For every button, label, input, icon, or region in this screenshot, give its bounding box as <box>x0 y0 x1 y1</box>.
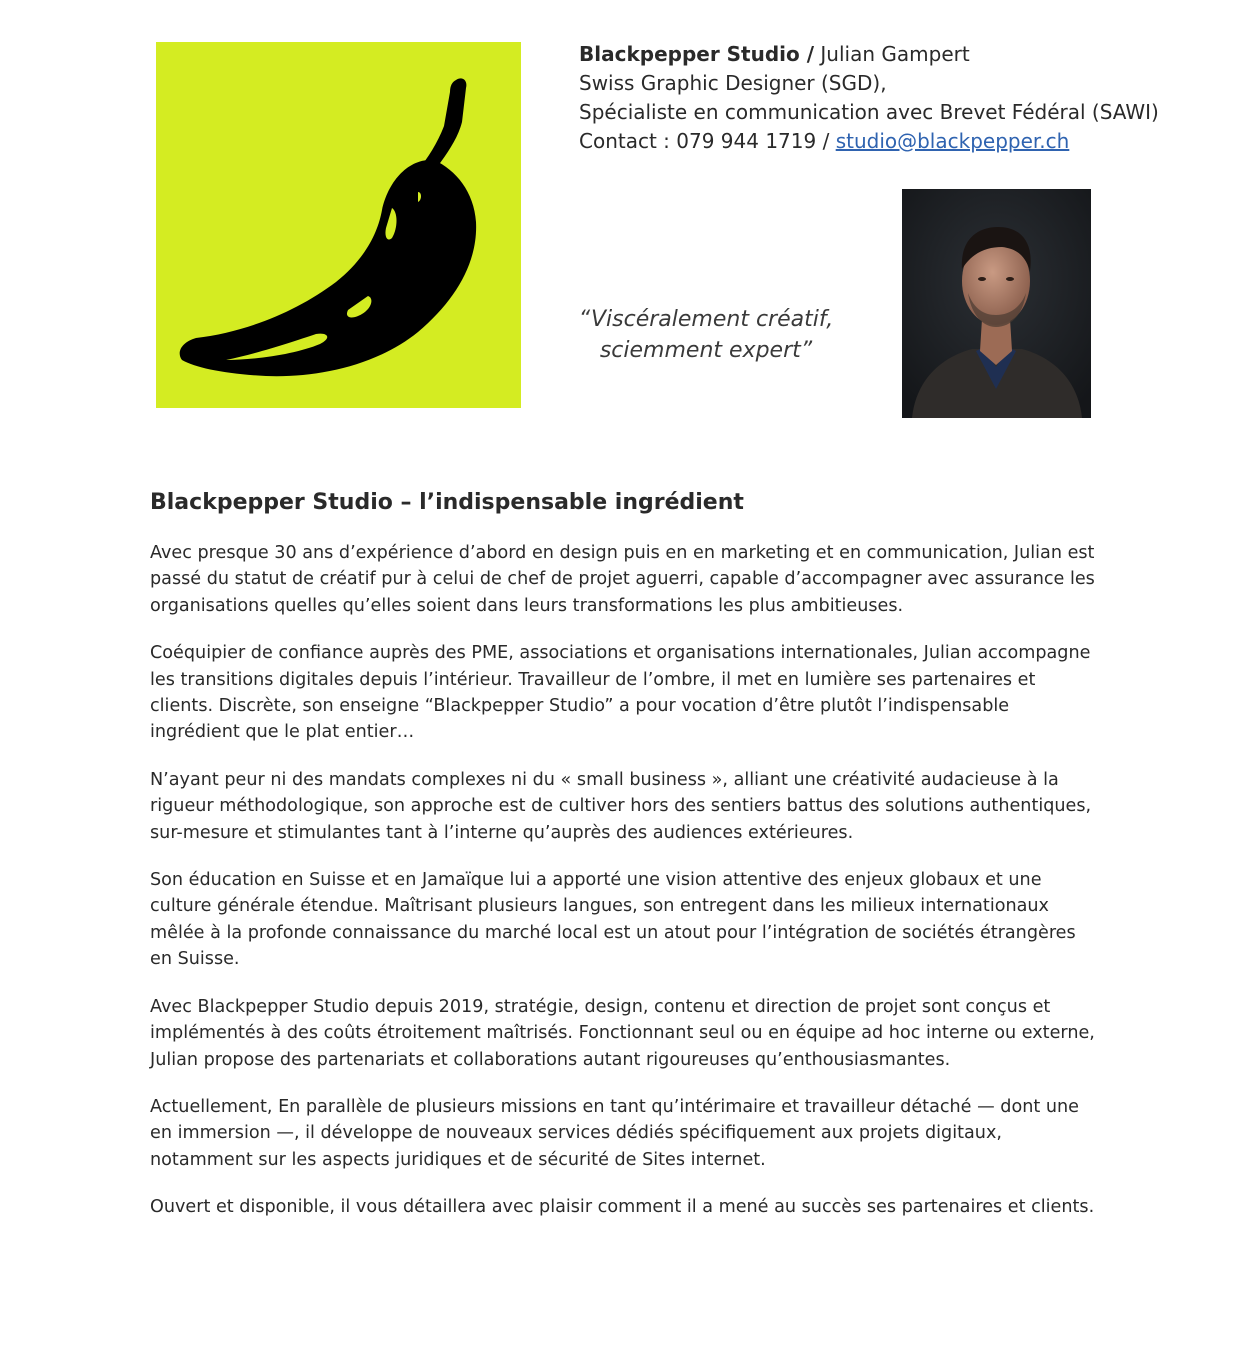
paragraph-4: Son éducation en Suisse et en Jamaïque lui a apporté une vision attentive des enjeux globaux et une culture générale étendue. Maîtrisant plusieurs langues, son entregent dans les milieux internationaux mêlée à la profonde connaissance du marché local est un atout pour l’intégration de sociétés étrangères en Suisse. <box>150 870 1076 970</box>
header-line-3: Spécialiste en communication avec Brevet Fédéral (SAWI) <box>579 100 1159 124</box>
header-contact-line <box>579 127 1239 156</box>
paragraph-6: Actuellement, En parallèle de plusieurs missions en tant qu’intérimaire et travailleur détaché — dont une en immersion —, il développe de nouveaux services dédiés spécifiquement aux projets digitaux, notamment sur les aspects juridiques et de sécurité de Sites internet. <box>150 1096 1079 1170</box>
paragraph-2: Coéquipier de confiance auprès des PME, associations et organisations internationales, Julian accompagne les transitions digitales depuis l’intérieur. Travailleur de l’ombre, il met en lumière ses partenaires et clients. Discrète, son enseigne “Blackpepper Studio” a pour vocation d’être plutôt l’indispensable ingrédient que le plat entier… <box>150 643 1091 743</box>
brand-name: Blackpepper Studio / <box>579 42 815 66</box>
header-line-1 <box>579 40 1239 69</box>
header-line-2: Swiss Graphic Designer (SGD), <box>579 71 887 95</box>
portrait-photo-icon <box>902 189 1091 418</box>
email-link[interactable]: studio@blackpepper.ch <box>835 129 1070 153</box>
logo <box>156 42 521 408</box>
contact-label: Contact : 079 944 1719 / <box>579 129 830 153</box>
contact-header <box>579 40 1239 156</box>
designer-name: Julian Gampert <box>820 42 970 66</box>
paragraph-1: Avec presque 30 ans d’expérience d’abord en design puis en en marketing et en communication, Julian est passé du statut de créatif pur à celui de chef de projet aguerri, capable d’accompagner avec assurance les organisations quelles qu’elles soient dans leurs transformations les plus ambitieuses. <box>150 543 1095 616</box>
article <box>150 486 1100 1242</box>
paragraph-3: N’ayant peur ni des mandats complexes ni du « small business », alliant une créativité audacieuse à la rigueur méthodologique, son approche est de cultiver hors des sentiers battus des solutions authentiques, sur-mesure et stimulantes tant à l’interne qu’auprès des audiences extérieures. <box>150 769 1092 843</box>
quote-line-2: sciemment expert” <box>599 338 813 363</box>
black-pepper-icon <box>156 42 521 408</box>
article-title: Blackpepper Studio – l’indispensable ingrédient <box>150 490 744 515</box>
paragraph-7: Ouvert et disponible, il vous détaillera avec plaisir comment il a mené au succès ses partenaires et clients. <box>150 1197 1095 1218</box>
portrait-photo <box>902 189 1091 418</box>
tagline-quote <box>566 304 846 366</box>
paragraph-5: Avec Blackpepper Studio depuis 2019, stratégie, design, contenu et direction de projet sont conçus et implémentés à des coûts étroitement maîtrisés. Fonctionnant seul ou en équipe ad hoc interne ou externe, Julian propose des partenariats et collaborations autant rigoureuses qu’enthousiasmantes. <box>150 996 1095 1070</box>
quote-line-1: “Viscéralement créatif, <box>578 307 834 332</box>
